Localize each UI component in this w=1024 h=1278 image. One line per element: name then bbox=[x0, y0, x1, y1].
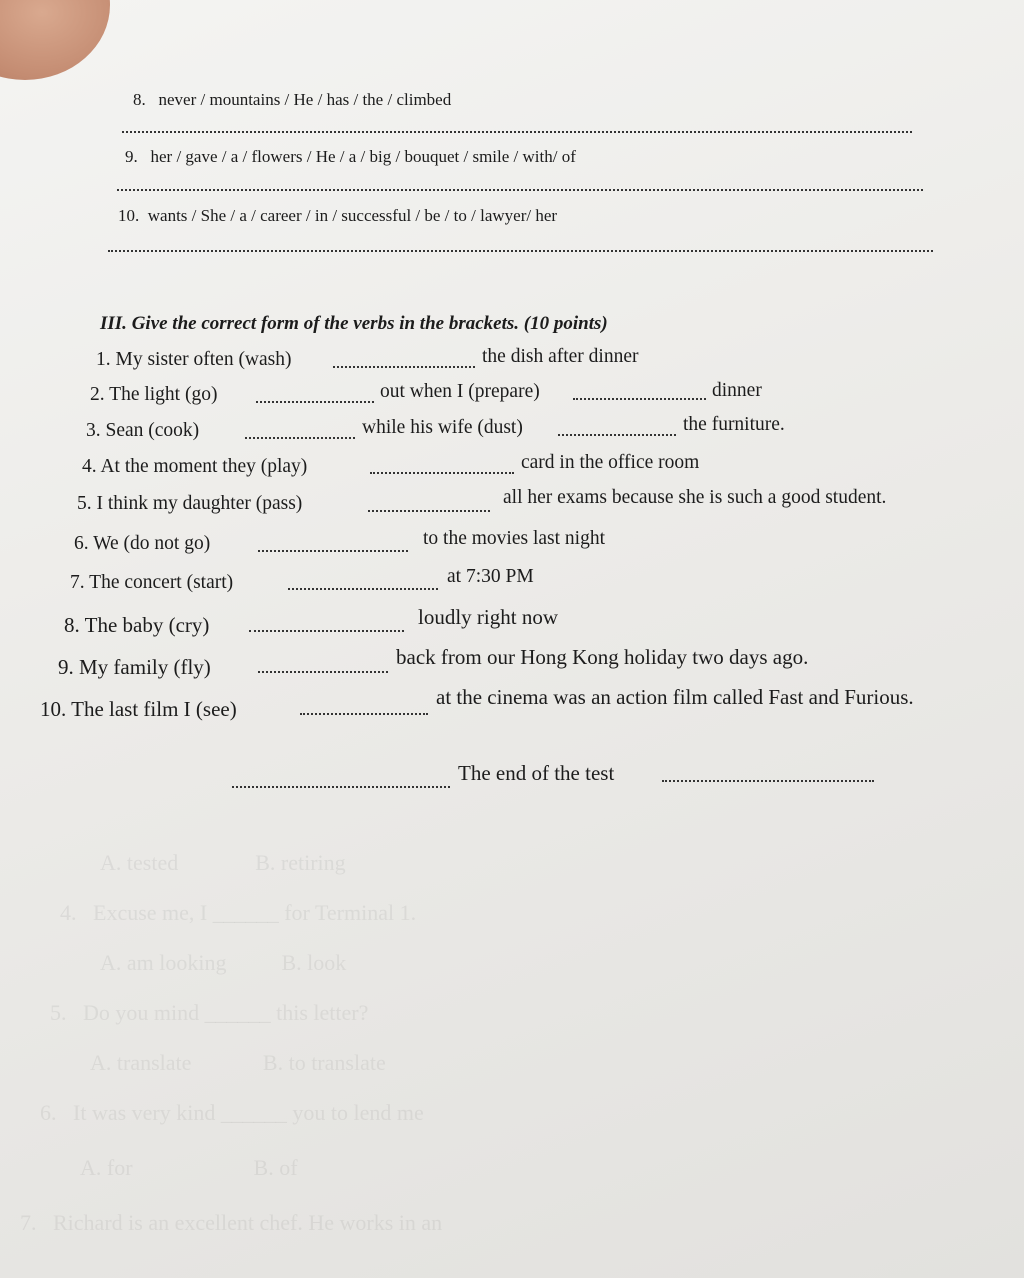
item-number: 1. bbox=[96, 349, 111, 370]
item-text-part: to the movies last night bbox=[423, 528, 605, 549]
item-number: 9. bbox=[125, 147, 138, 166]
item-text-part: At the moment they (play) bbox=[100, 456, 308, 477]
item-text-part: while his wife (dust) bbox=[362, 417, 523, 438]
answer-line[interactable] bbox=[108, 250, 933, 252]
item-text-part: loudly right now bbox=[418, 605, 558, 629]
item-number: 2. bbox=[90, 384, 105, 405]
item-text-part: at 7:30 PM bbox=[447, 566, 534, 587]
item-text-part: the furniture. bbox=[683, 414, 785, 435]
finger-thumb bbox=[0, 0, 110, 80]
answer-line[interactable] bbox=[117, 189, 923, 191]
item-text-part: Sean (cook) bbox=[105, 420, 200, 441]
footer-dots-right bbox=[662, 780, 874, 782]
answer-blank[interactable] bbox=[558, 434, 676, 436]
answer-blank[interactable] bbox=[245, 437, 355, 439]
item-number: 9. bbox=[58, 655, 74, 679]
answer-blank[interactable] bbox=[258, 550, 408, 552]
answer-line[interactable] bbox=[122, 131, 912, 133]
footer-dots-left bbox=[232, 786, 450, 788]
item-number: 5. bbox=[77, 493, 92, 514]
item-text-part: at the cinema was an action film called Fast and Furious. bbox=[436, 685, 914, 709]
item-text-part: We (do not go) bbox=[93, 533, 211, 554]
item-text-part: back from our Hong Kong holiday two days ago. bbox=[396, 645, 809, 669]
item-text-part: The concert (start) bbox=[89, 572, 234, 593]
answer-blank[interactable] bbox=[258, 671, 388, 673]
bleed-through-background: A. tested B. retiring 4. Excuse me, I ______ for Terminal 1. A. am looking B. look 5. Do you mind ______ this letter? A. translate B. to translate 6. It was very kind ______ you to lend me A. for B. of 7. Richard is an excellent chef. He works in an bbox=[20, 850, 443, 1235]
item-words: never / mountains / He / has / the / climbed bbox=[158, 90, 452, 109]
answer-blank[interactable] bbox=[249, 630, 404, 632]
item-number: 10. bbox=[40, 697, 67, 721]
item-number: 8. bbox=[133, 90, 146, 109]
end-of-test-text: The end of the test bbox=[458, 761, 615, 785]
section-heading bbox=[100, 313, 608, 335]
answer-blank[interactable] bbox=[300, 713, 428, 715]
item-number: 4. bbox=[82, 456, 97, 477]
item-number: 6. bbox=[74, 533, 89, 554]
item-text-part: card in the office room bbox=[521, 452, 700, 473]
item-number: 8. bbox=[64, 613, 80, 637]
item-text-part: I think my daughter (pass) bbox=[96, 493, 303, 514]
item-number: 3. bbox=[86, 420, 101, 441]
item-number: 7. bbox=[70, 572, 85, 593]
item-text-part: My sister often (wash) bbox=[115, 349, 292, 370]
answer-blank[interactable] bbox=[370, 472, 514, 474]
item-text-part: out when I (prepare) bbox=[380, 381, 540, 402]
item-text-part: all her exams because she is such a good student. bbox=[503, 487, 887, 508]
item-text-part: The last film I (see) bbox=[71, 697, 237, 721]
answer-blank[interactable] bbox=[573, 398, 706, 400]
answer-blank[interactable] bbox=[368, 510, 490, 512]
answer-blank[interactable] bbox=[256, 401, 374, 403]
section-title: Give the correct form of the verbs in the brackets. (10 points) bbox=[131, 313, 608, 334]
item-text-part: dinner bbox=[712, 380, 762, 401]
item-words: wants / She / a / career / in / successful / be / to / lawyer/ her bbox=[147, 206, 558, 225]
item-words: her / gave / a / flowers / He / a / big / bouquet / smile / with/ of bbox=[150, 147, 576, 166]
section-numeral: III. bbox=[100, 313, 127, 334]
item-number: 10. bbox=[118, 206, 140, 225]
item-text-part: My family (fly) bbox=[79, 655, 211, 679]
item-text-part: The baby (cry) bbox=[84, 613, 210, 637]
item-text-part: The light (go) bbox=[109, 384, 218, 405]
answer-blank[interactable] bbox=[333, 366, 475, 368]
answer-blank[interactable] bbox=[288, 588, 438, 590]
item-text-part: the dish after dinner bbox=[482, 346, 639, 367]
